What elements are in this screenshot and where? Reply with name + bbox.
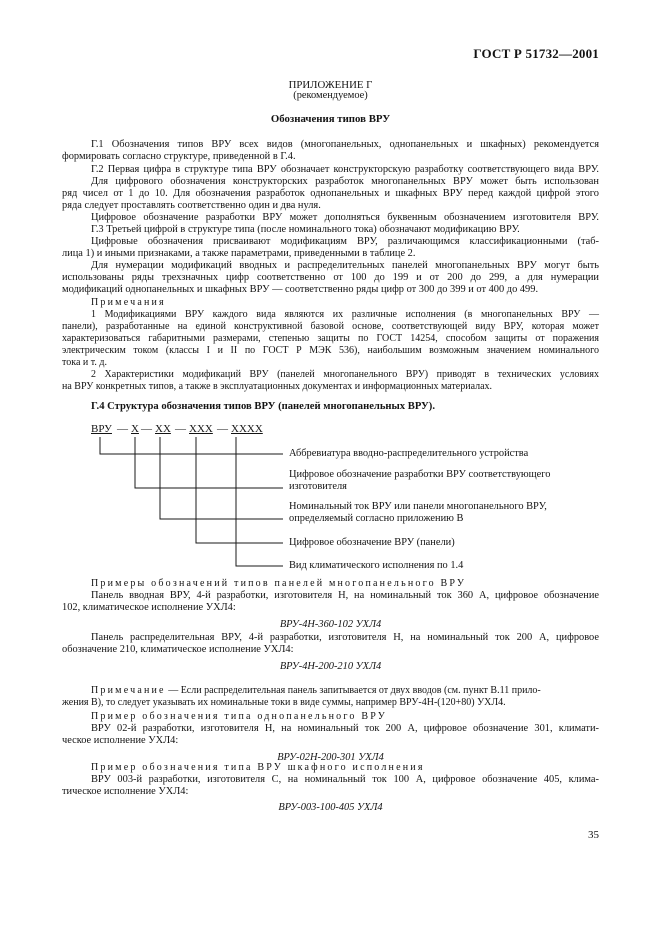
paragraph-line: ряд чисел от 1 до 10. Для обозначения разработок однопанельных и шкафных ВРУ перед каждой цифрой этого <box>62 188 599 199</box>
example-line: Панель вводная ВРУ, 4-й разработки, изготовителя Н, на номинальный ток 360 А, цифровое обозначение <box>91 590 599 601</box>
note-line: характеризоваться габаритными размерами, степенью защиты по ГОСТ 14254, способом защиты от поражения <box>62 333 599 344</box>
structure-label: Вид климатического исполнения по 1.4 <box>289 560 464 571</box>
example-line: ческое исполнение УХЛ4: <box>62 735 179 746</box>
example-code: ВРУ-4Н-200-210 УХЛ4 <box>279 661 382 672</box>
example-note <box>91 685 541 697</box>
paragraph-line: модификаций однопанельных и шкафных ВРУ — соответственно ряды цифр от 300 до 399 и от 400 до 499. <box>62 284 539 295</box>
paragraph-line: Г.3 Третьей цифрой в структуре типа (после номинального тока) обозначают модификацию ВРУ. <box>91 224 520 235</box>
connector-abbreviation <box>100 437 283 454</box>
example-line: тическое исполнение УХЛ4: <box>62 786 189 797</box>
appendix-subtitle: (рекомендуемое) <box>293 90 368 101</box>
connector-development <box>135 437 283 488</box>
structure-label: Цифровое обозначение ВРУ (панели) <box>289 537 455 548</box>
note-line: панели), разработанные на единой конструктивной базовой основе, соответствующей виду ВРУ, которая может <box>62 321 599 332</box>
note-line: на ВРУ конкретных типов, а также в эксплуатационных документах и информационных материалах. <box>62 381 493 392</box>
example-line: ВРУ 003-й разработки, изготовителя С, на номинальный ток 100 А, цифровое обозначение 405, клима- <box>91 774 599 785</box>
formula-part: ВРУ <box>91 423 112 435</box>
paragraph-line: формировать согласно структуре, приведенной в Г.4. <box>62 151 296 162</box>
document-id: ГОСТ Р 51732—2001 <box>473 46 599 61</box>
structure-label: Цифровое обозначение разработки ВРУ соответствующего <box>289 469 551 480</box>
connector-modification <box>196 437 283 543</box>
formula-dash: — <box>217 423 228 435</box>
appendix-heading: Обозначения типов ВРУ <box>270 113 391 125</box>
formula-part: ХХХ <box>189 423 213 435</box>
example-line: 102, климатическое исполнение УХЛ4: <box>62 602 236 613</box>
example-line: обозначение 210, климатическое исполнение УХЛ4: <box>62 644 294 655</box>
connector-current <box>160 437 283 519</box>
paragraph-line: Цифровые обозначения присваивают модификациям ВРУ, различающимся классификационными (таб- <box>91 236 599 247</box>
examples-label: Примеры обозначений типов панелей многопанельного ВРУ <box>91 578 467 589</box>
formula-dash: — <box>117 423 128 435</box>
appendix-title: ПРИЛОЖЕНИЕ Г <box>288 79 373 91</box>
example-note-label: Примечание <box>91 685 166 696</box>
example-code: ВРУ-02Н-200-301 УХЛ4 <box>277 752 384 763</box>
formula-dash: — <box>175 423 186 435</box>
example-code: ВРУ-4Н-360-102 УХЛ4 <box>279 619 382 630</box>
structure-label: Номинальный ток ВРУ или панели многопанельного ВРУ, <box>289 501 547 512</box>
paragraph-line: ряда следует проставлять соответственно один и два нуля. <box>62 200 321 211</box>
examples-label: Пример обозначения типа ВРУ шкафного исполнения <box>91 762 425 773</box>
paragraph-line: Г.2 Первая цифра в структуре типа ВРУ обозначает конструкторскую разработку соответствующего вида ВРУ. <box>91 164 599 175</box>
structure-label: Аббревиатура вводно-распределительного устройства <box>289 448 529 459</box>
structure-label: изготовителя <box>289 481 347 492</box>
page-number: 35 <box>588 829 599 841</box>
example-note-line: — Если распределительная панель запитывается от двух вводов (см. пункт В.11 прило- <box>168 685 541 696</box>
paragraph-line: Цифровое обозначение разработки ВРУ может дополняться буквенным обозначением изготовителя ВРУ. <box>91 212 599 223</box>
note-line: 2 Характеристики модификаций ВРУ (панелей многопанельного ВРУ) приводят в технических условиях <box>91 369 599 380</box>
note-line: тока и т. д. <box>62 357 107 368</box>
connector-climate <box>236 437 283 566</box>
formula-dash: — <box>141 423 152 435</box>
structure-title: Г.4 Структура обозначения типов ВРУ (панелей многопанельных ВРУ). <box>91 401 435 412</box>
paragraph-line: Для нумерации модификаций вводных и распределительных панелей многопанельных ВРУ могут быть <box>91 260 599 271</box>
note-line: электрическим током (классы I и II по ГОСТ Р МЭК 536), наибольшим возможным значением номинального <box>62 345 599 356</box>
formula-part: ХХХХ <box>231 423 263 435</box>
notes-label: Примечания <box>91 297 166 308</box>
example-note-line: жения В), то следует указывать их номинальные токи в виде суммы, например ВРУ-4Н-(120+80) УХЛ4. <box>62 697 506 708</box>
formula-part: Х <box>131 423 139 435</box>
example-line: ВРУ 02-й разработки, изготовителя Н, на номинальный ток 200 А, цифровое обозначение 301, климати- <box>91 723 599 734</box>
paragraph-line: использованы ряды трехзначных цифр соответственно от 100 до 199 и от 200 до 299, а для нумерации <box>62 272 599 283</box>
formula-part: ХХ <box>155 423 171 435</box>
examples-label: Пример обозначения типа однопанельного ВРУ <box>91 711 387 722</box>
paragraph-line: Г.1 Обозначения типов ВРУ всех видов (многопанельных, однопанельных и шкафных) рекомендуется <box>91 139 599 150</box>
paragraph-line: лица 1) и иными признаками, а также параметрами, приведенными в таблице 2. <box>62 248 416 259</box>
structure-label: определяемый согласно приложению В <box>289 513 464 524</box>
note-line: 1 Модификациями ВРУ каждого вида являются их различные исполнения (в многопанельных ВРУ — <box>91 309 599 320</box>
paragraph-line: Для цифрового обозначения конструкторских разработок многопанельных ВРУ может быть использован <box>91 176 599 187</box>
example-line: Панель распределительная ВРУ, 4-й разработки, изготовителя Н, на номинальный ток 200 А, цифровое <box>91 632 599 643</box>
example-code: ВРУ-003-100-405 УХЛ4 <box>278 802 383 813</box>
